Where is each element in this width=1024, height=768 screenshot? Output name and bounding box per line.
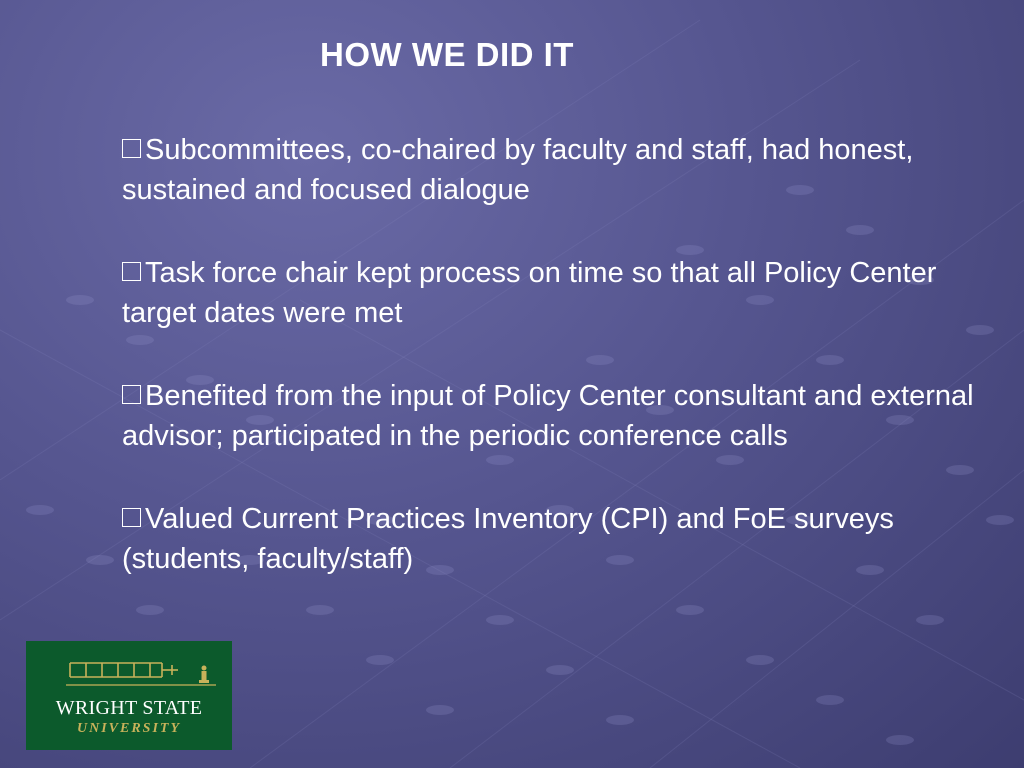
bullet-item (122, 499, 1012, 579)
bullet-item (122, 376, 1012, 456)
wright-flyer-icon (66, 655, 216, 695)
bullet-text: Subcommittees, co-chaired by faculty and staff, had honest, sustained and focused dialogue (122, 134, 914, 206)
checkbox-bullet-icon (122, 139, 141, 158)
bullet-text: Task force chair kept process on time so that all Policy Center target dates were met (122, 257, 937, 329)
logo-text-wright-state: WRIGHT STATE (55, 697, 203, 719)
checkbox-bullet-icon (122, 262, 141, 281)
bullet-item (122, 253, 1012, 333)
bullet-text: Benefited from the input of Policy Center consultant and external advisor; participated in the periodic conference calls (122, 380, 974, 452)
bullet-item (122, 130, 1012, 210)
logo-text-university: UNIVERSITY (76, 721, 182, 736)
bullet-list (122, 130, 1012, 622)
bullet-text: Valued Current Practices Inventory (CPI) and FoE surveys (students, faculty/staff) (122, 503, 894, 575)
checkbox-bullet-icon (122, 508, 141, 527)
checkbox-bullet-icon (122, 385, 141, 404)
slide-title: HOW WE DID IT (320, 36, 574, 73)
wright-state-logo (26, 641, 232, 750)
